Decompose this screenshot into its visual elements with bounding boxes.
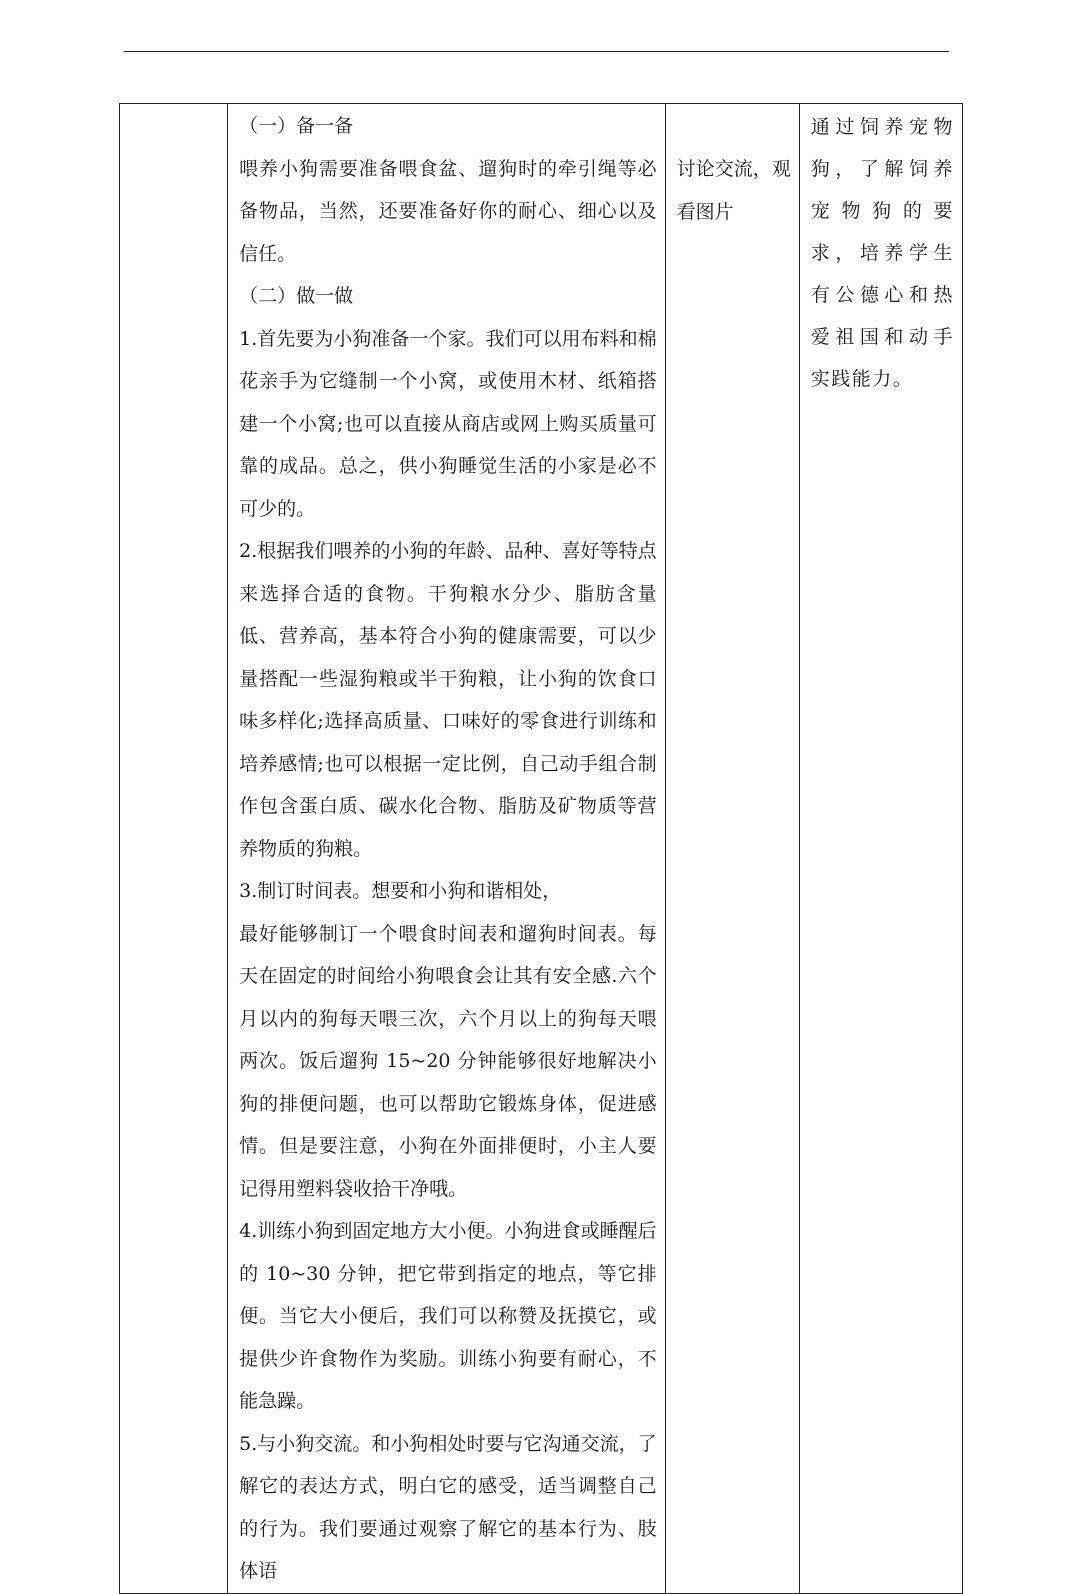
- step-3-heading: 3.制订时间表。想要和小狗和谐相处，: [239, 880, 562, 902]
- section-heading-prepare: （一）备一备: [239, 115, 354, 137]
- section-heading-do: （二）做一做: [239, 285, 354, 307]
- method-cell: [665, 104, 799, 1594]
- prepare-paragraph: 喂养小狗需要准备喂食盆、遛狗时的牵引绳等必备物品，当然，还要准备好你的耐心、细心以及信任。: [239, 157, 657, 265]
- table-row: [120, 104, 963, 1594]
- step-3-paragraph: 最好能够制订一个喂食时间表和遛狗时间表。每天在固定的时间给小狗喂食会让其有安全感.六个月以内的狗每天喂三次，六个月以上的狗每天喂两次。饭后遛狗 15~20 分钟能够很好地解决小狗的排便问题，也可以帮助它锻炼身体，促进感情。但是要注意，小狗在外面排便时，小主人要记得用塑料袋收拾干净哦。: [239, 922, 657, 1200]
- method-text: 讨论交流，观看图片: [676, 158, 791, 223]
- stage-cell: [120, 104, 228, 1594]
- step-2-paragraph: 2.根据我们喂养的小狗的年龄、品种、喜好等特点来选择合适的食物。干狗粮水分少、脂肪含量低、营养高，基本符合小狗的健康需要，可以少量搭配一些湿狗粮或半干狗粮，让小狗的饮食口味多样化;选择高质量、口味好的零食进行训练和培养感情;也可以根据一定比例，自己动手组合制作包含蛋白质、碳水化合物、脂肪及矿物质等营养物质的狗粮。: [239, 540, 657, 860]
- header-rule: [124, 51, 949, 52]
- goal-text: 通过饲养宠物狗，了解饲养宠物狗的要求，培养学生有公德心和热爱祖国和动手实践能力。: [810, 116, 954, 390]
- step-1-paragraph: 1.首先要为小狗准备一个家。我们可以用布料和棉花亲手为它缝制一个小窝，或使用木材、纸箱搭建一个小窝;也可以直接从商店或网上购买质量可靠的成品。总之，供小狗睡觉生活的小家是必不可少的。: [239, 327, 657, 520]
- goal-cell: [799, 104, 962, 1594]
- lesson-plan-table: [119, 103, 963, 1594]
- step-5-paragraph: 5.与小狗交流。和小狗相处时要与它沟通交流，了解它的表达方式，明白它的感受，适当调整自己的行为。我们要通过观察了解它的基本行为、肢体语: [239, 1432, 657, 1582]
- activity-cell: [228, 104, 666, 1594]
- step-4-paragraph: 4.训练小狗到固定地方大小便。小狗进食或睡醒后的 10~30 分钟，把它带到指定的地点，等它排便。当它大小便后，我们可以称赞及抚摸它，或提供少许食物作为奖励。训练小狗要有耐心，不能急躁。: [239, 1220, 657, 1412]
